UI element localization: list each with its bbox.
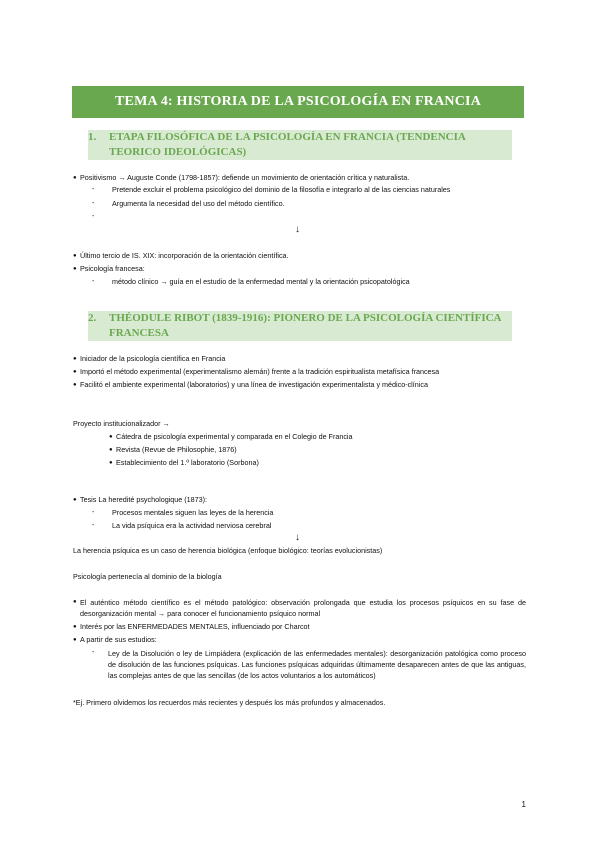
page-title: TEMA 4: HISTORIA DE LA PSICOLOGÍA EN FRANCIA — [115, 94, 481, 109]
bullet-icon: ● — [73, 369, 77, 375]
down-arrow-icon: ↓ — [295, 224, 300, 235]
revista-text: Revista (Revue de Philosophie, 1876) — [116, 445, 237, 454]
proyecto-text: Proyecto institucionalizador → — [73, 419, 170, 428]
ley-disolucion-text: Ley de la Disolución o ley de Limpiádera (explicación de las enfermedades mentales): desorganización patológica como proceso de disolución de las funciones psíquicas. Las funciones psíquicas adquiridas últimamente desaparecen antes de que las antiguas, las complejas antes de que las sencillas (de los actos voluntarios a los automáticos) — [108, 649, 526, 680]
bullet-icon: ● — [73, 637, 77, 643]
pertenece-text: Psicología pertenecía al dominio de la biología — [73, 572, 222, 581]
bullet-icon: ● — [109, 434, 113, 440]
dash-icon: - — [92, 509, 95, 516]
section-2-heading — [88, 311, 512, 341]
dash-icon: - — [92, 522, 95, 529]
bullet-icon: ● — [73, 266, 77, 272]
bullet-icon: ● — [109, 447, 113, 453]
dash-icon: - — [92, 278, 95, 285]
herencia-text: La herencia psíquica es un caso de herencia biológica (enfoque biológico: teorías evolucionistas) — [73, 546, 383, 555]
section-1-number: 1. — [88, 131, 97, 143]
bullet-icon: ● — [109, 460, 113, 466]
dash-icon: - — [92, 213, 95, 220]
bullet-icon: ● — [73, 253, 77, 259]
interes-text: Interés por las ENFERMEDADES MENTALES, influenciado por Charcot — [80, 622, 310, 631]
down-arrow-icon: ↓ — [295, 532, 300, 543]
bullet-icon: ● — [73, 382, 77, 388]
apartir-text: A partir de sus estudios: — [80, 635, 157, 644]
dash-icon: - — [92, 200, 95, 207]
dash-icon: - — [92, 186, 95, 193]
ejemplo-text: *Ej. Primero olvidemos los recuerdos más recientes y después los más profundos y almacenados. — [73, 698, 386, 707]
psicologia-francesa-text: Psicología francesa: — [80, 264, 145, 273]
bullet-icon: ● — [73, 497, 77, 503]
importo-text: Importó el método experimental (experimentalismo alemán) frente a la tradición espiritualista metafísica francesa — [80, 367, 440, 376]
section-2-title: THÉODULE RIBOT (1839-1916): PIONERO DE LA PSICOLOGÍA CIENTÍFICA FRANCESA — [109, 312, 501, 339]
vida-psiquica-text: La vida psíquica era la actividad nerviosa cerebral — [112, 521, 272, 530]
catedra-text: Cátedra de psicología experimental y comparada en el Colegio de Francia — [116, 432, 353, 441]
bullet-icon: ● — [73, 175, 77, 181]
facilito-text: Facilitó el ambiente experimental (laboratorios) y una línea de investigación experimentalista y médico-clínica — [80, 380, 428, 389]
laboratorio-text: Establecimiento del 1.º laboratorio (Sorbona) — [116, 458, 259, 467]
title-banner — [72, 86, 524, 118]
positivismo-sub-1: Pretende excluir el problema psicológico del dominio de la filosofía e integrarlo al de las ciencias naturales — [112, 185, 451, 194]
positivismo-sub-2: Argumenta la necesidad del uso del método científico. — [112, 199, 285, 208]
page-number: 1 — [521, 800, 526, 809]
tesis-text: Tesis La heredité psychologique (1873): — [80, 495, 208, 504]
section-1-heading — [88, 130, 512, 160]
ultimo-tercio-text: Último tercio de IS. XIX: incorporación de la orientación científica. — [80, 251, 289, 260]
iniciador-text: Iniciador de la psicología científica en Francia — [80, 354, 226, 363]
bullet-icon: ● — [73, 624, 77, 630]
metodo-clinico-text: método clínico → guía en el estudio de la enfermedad mental y la orientación psicopatológica — [112, 277, 410, 286]
positivismo-text: Positivismo → Auguste Conde (1798-1857): defiende un movimiento de orientación crítica y naturalista. — [80, 173, 410, 182]
bullet-icon: ● — [73, 356, 77, 362]
procesos-text: Procesos mentales siguen las leyes de la herencia — [112, 508, 274, 517]
bullet-icon: ● — [73, 599, 77, 605]
section-1-title: ETAPA FILOSÓFICA DE LA PSICOLOGÍA EN FRANCIA (TENDENCIA TEORICO IDEOLÓGICAS) — [109, 131, 466, 158]
autentico-text: El auténtico método científico es el método patológico: observación prolongada que estudia los procesos psíquicos en su fase de desorganización mental → para conocer el funcionamiento psíquico normal — [80, 598, 526, 618]
dash-icon: - — [92, 649, 95, 656]
section-2-number: 2. — [88, 312, 97, 324]
